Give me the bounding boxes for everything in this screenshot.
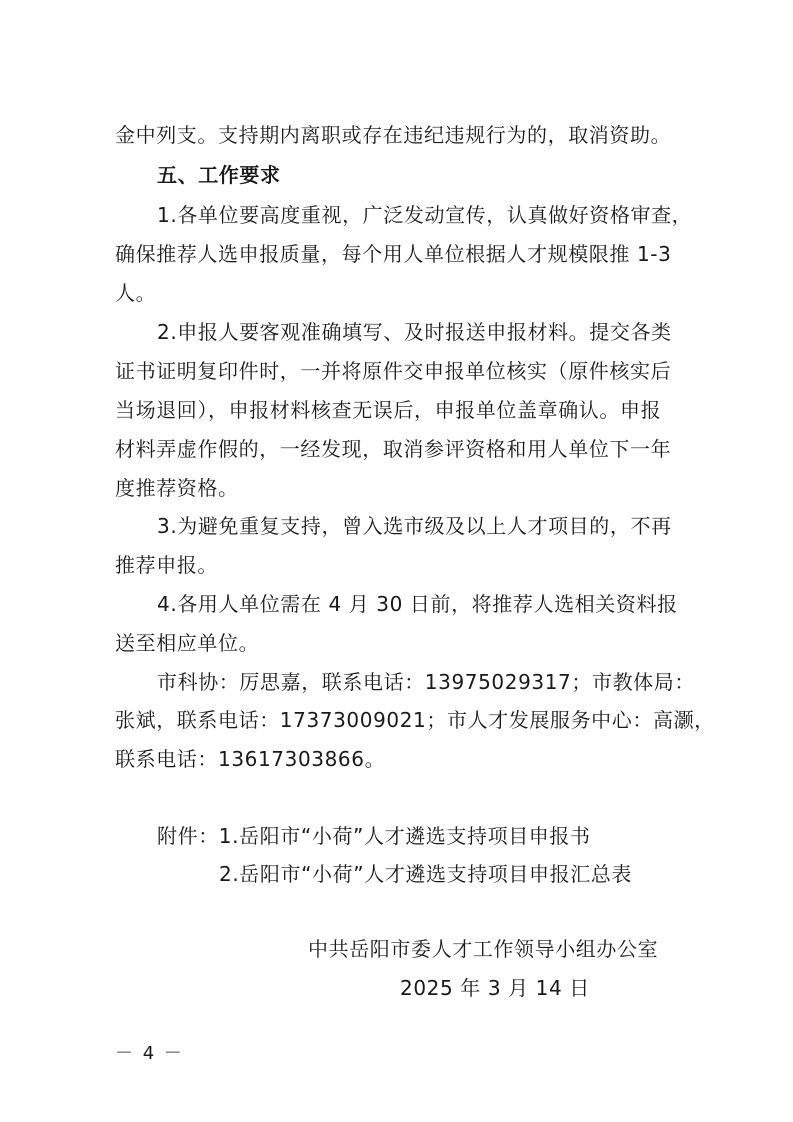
body-line: 送至相应单位。 [115,631,260,655]
body-line: 3.为避免重复支持，曾入选市级及以上人才项目的，不再 [157,514,672,538]
body-line: 1.各单位要高度重视，广泛发动宣传，认真做好资格审查， [157,203,693,227]
contact-line: 张斌，联系电话：17373009021；市人才发展服务中心：高灏， [115,708,715,732]
signature-org: 中共岳阳市委人才工作领导小组办公室 [308,937,659,961]
attachment-line-2: 2.岳阳市“小荷”人才遴选支持项目申报汇总表 [219,862,633,886]
attachment-line-1: 附件：1.岳阳市“小荷”人才遴选支持项目申报书 [157,824,591,848]
body-line: 确保推荐人选申报质量，每个用人单位根据人才规模限推 1-3 [115,242,672,266]
section-heading: 五、工作要求 [157,163,281,187]
contact-line: 市科协：厉思嘉，联系电话：13975029317；市教体局： [157,670,695,694]
signature-date: 2025 年 3 月 14 日 [400,976,590,1000]
contact-line: 联系电话：13617303866。 [115,747,386,771]
body-line: 推荐申报。 [115,553,218,577]
body-line: 度推荐资格。 [115,476,239,500]
body-line: 证书证明复印件时，一并将原件交申报单位核实（原件核实后 [115,359,672,383]
body-line: 金中列支。支持期内离职或存在违纪违规行为的，取消资助。 [115,123,672,147]
body-line: 2.申报人要客观准确填写、及时报送申报材料。提交各类 [157,320,672,344]
body-line: 当场退回），申报材料核查无误后，申报单位盖章确认。申报 [115,398,662,422]
page-number: － 4 － [115,1043,184,1064]
body-line: 材料弄虚作假的，一经发现，取消参评资格和用人单位下一年 [115,437,672,461]
body-line: 人。 [115,281,157,305]
body-line: 4.各用人单位需在 4 月 30 日前，将推荐人选相关资料报 [157,592,678,616]
